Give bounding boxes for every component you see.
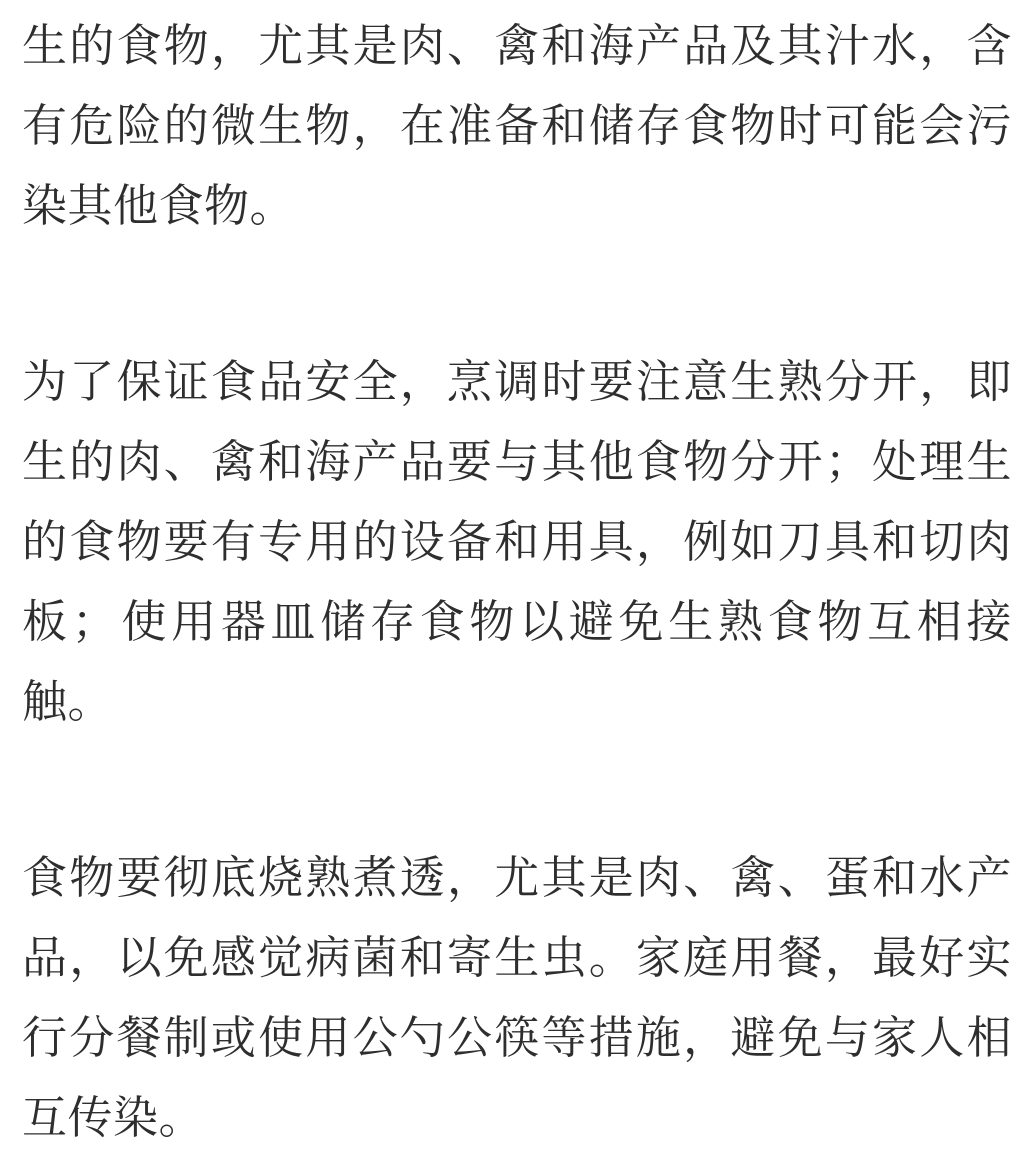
paragraph-separate-raw-cooked: 为了保证食品安全，烹调时要注意生熟分开，即生的肉、禽和海产品要与其他食物分开；处理生的食物要有专用的设备和用具，例如刀具和切肉板；使用器皿储存食物以避免生熟食物互相接触。 bbox=[22, 356, 1012, 727]
paragraph-raw-food-contamination: 生的食物，尤其是肉、禽和海产品及其汁水，含有危险的微生物，在准备和储存食物时可能会污染其他食物。 bbox=[22, 20, 1012, 231]
paragraph-cook-thoroughly: 食物要彻底烧熟煮透，尤其是肉、禽、蛋和水产品，以免感觉病菌和寄生虫。家庭用餐，最好实行分餐制或使用公勺公筷等措施，避免与家人相互传染。 bbox=[22, 852, 1012, 1143]
